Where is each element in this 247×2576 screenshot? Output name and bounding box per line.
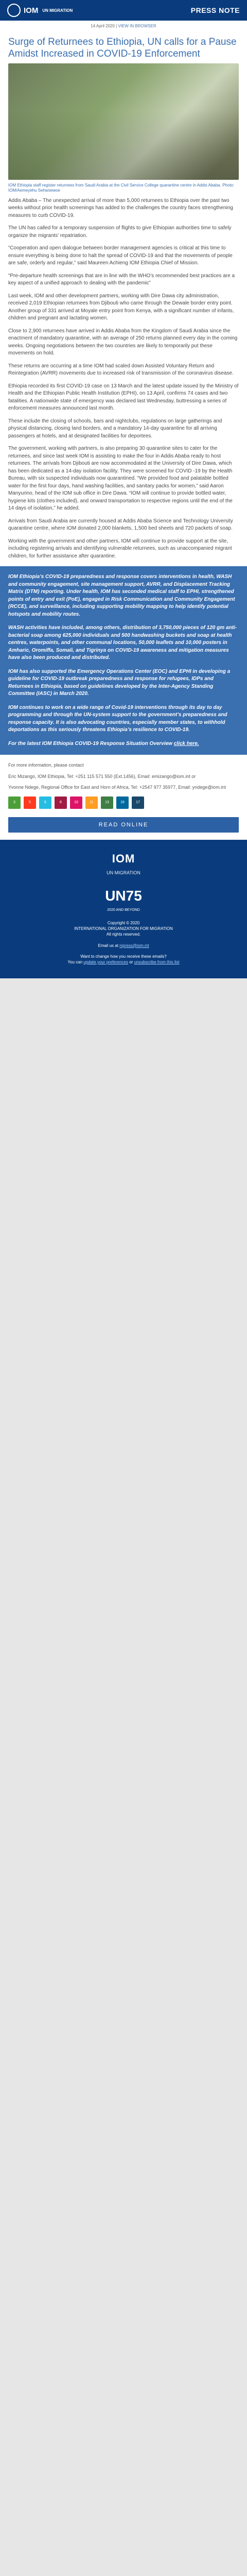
sdg-17-icon: 17 [132, 796, 144, 809]
paragraph: Arrivals from Saudi Arabia are currently housed at Addis Ababa Science and Technology University quarantine centre, where IOM donated 2,000 blankets, 1,500 bed sheets and 720 packets of soap. [8, 518, 233, 532]
article-title: Surge of Returnees to Ethiopia, UN calls for a Pause Amidst Increased in COVID-19 Enforcement [8, 37, 237, 59]
sdg-5-icon: 5 [24, 796, 36, 809]
iom-logo [7, 4, 73, 17]
email-container [0, 21, 247, 840]
contact-intro: For more information, please contact [8, 762, 84, 768]
logo-text: IOM [24, 6, 39, 15]
paragraph: Addis Ababa – The unexpected arrival of more than 5,000 returnees to Ethiopia over the past two weeks without prior health screenings has added to the challenges the country faces strengthening measures to curb COVID-19. [8, 197, 233, 218]
logo-subtext: UN MIGRATION [42, 8, 73, 13]
article-body [0, 193, 247, 561]
header-bar [0, 0, 247, 21]
sdg-11-icon: 11 [85, 796, 98, 809]
un75-sub: 2020 AND BEYOND [107, 908, 140, 912]
preferences-line [8, 959, 239, 965]
footer-brand-sub: UN MIGRATION [107, 870, 140, 876]
topline: 14 April 2020 | VIEW IN BROWSER [91, 24, 156, 28]
hero-photo [8, 63, 239, 180]
footer-iom-logo [8, 851, 239, 876]
update-preferences-link[interactable]: update your preferences [83, 959, 128, 964]
un75-logo [8, 886, 239, 906]
un75-text: UN75 [105, 887, 142, 904]
read-online-wrap [0, 809, 247, 840]
paragraph: Working with the government and other partners, IOM will continue to provide support at the site, including registering arrivals and identifying vulnerable returnees, such as unaccompanied migrant children, for further assistance after quarantine. [8, 538, 232, 559]
sdg-3-icon: 3 [8, 796, 21, 809]
sdg-icons [0, 791, 247, 809]
org-name: INTERNATIONAL ORGANIZATION FOR MIGRATION [74, 926, 173, 931]
contact-1: Eric Mizango, IOM Ethiopia, Tel: +251 115 571 550 (Ext.1456), Email: emizango@iom.int or [8, 773, 196, 779]
sdg-8-icon: 8 [55, 796, 67, 809]
highlight-paragraph: IOM has also supported the Emergency Operations Center (EOC) and EPHI in developing a guideline for COVID-19 outbreak preparedness and response for refugees, IDPs and Returnees in Ethiopia, based on guidelines developed by the Inter-Agency Standing Committee (IASC) in March 2020. [8, 668, 231, 697]
highlight-paragraph: WASH activities have included, among others, distribution of 3,750,000 pieces of 120 gm anti-bacterial soap among 625,000 individuals and 500 handwashing buckets and soap at health centres, waterpoints, and other communal locations, 50,000 leaflets and 10,000 posters in Amharic, Oromiffa, Somali, and Tigrinya on COVID-19 awareness and mitigation measures have also been produced and distributed. [8, 625, 237, 661]
read-online-button[interactable]: READ ONLINE [8, 817, 239, 833]
paragraph: “Pre-departure health screenings that are in line with the WHO’s recommended best practices are a key aspect of a unified approach to dealing with the pandemic” [8, 273, 235, 286]
sdg-6-icon: 6 [39, 796, 51, 809]
highlight-paragraph: IOM Ethiopia’s COVID-19 preparedness and response covers interventions in health, WASH and community engagement, site management support, AVRR, and Displacement Tracking Matrix (DTM) reporting. Under health, IOM has seconded medical staff to EPHI, strengthened points of entry and exit (PoE), engaged in Risk Communication and Community Engagement (RCCE), and surveillance, including supporting mobility mapping to help identify potential hotspots and mobility routes. [8, 574, 235, 617]
paragraph: Ethiopia recorded its first COVID-19 case on 13 March and the latest update issued by the Ministry of Health and the Ethiopian Public Health Institution (EPHI), on 13 April, confirms 74 cases and two fatalities. A nationwide state of emergency was declared last Wednesday, buttressing a series of enforcement measures announced last month. [8, 383, 239, 412]
rights: All rights reserved. [106, 932, 141, 937]
situation-prefix: For the latest IOM Ethiopia COVID-19 Response Situation Overview [8, 740, 174, 747]
bottom-spacer [0, 978, 247, 999]
view-in-browser-link[interactable]: VIEW IN BROWSER [118, 24, 156, 28]
situation-overview [8, 740, 239, 748]
email-prefix: Email us at [98, 943, 120, 948]
footer-brand: IOM [112, 852, 135, 865]
sdg-13-icon: 13 [101, 796, 113, 809]
photo-caption: IOM Ethiopia staff register returnees from Saudi Arabia at the Civil Service College quarantine centre in Addis Ababa. Photo: IOM/Aemeyehu Sehwsewoe [8, 182, 235, 193]
paragraph: Last week, IOM and other development partners, working with Dire Dawa city administration, received 2,019 Ethiopian returnees from Djibouti who came through the Dewale border entry point. Another group of 331 arrived at Moyale entry point from Kenya, with a significant number of infants, children and pregnant and lactating women. [8, 293, 234, 321]
globe-icon [7, 4, 21, 17]
situation-link[interactable]: click here. [173, 740, 199, 747]
contact-2: Yvonne Ndege, Regional Office for East and Horn of Africa, Tel: +2547 977 35977, Email: yndege@iom.int [8, 785, 226, 790]
or-text: or [129, 959, 134, 964]
paragraph: The government, working with partners, is also preparing 30 quarantine sites to cater for the returnees, and since last week IOM is assisting to make the four in Addis Ababa ready to host returnees. The arrivals from Djibouti are now accommodated at the University of Dire Dawa, which has been dedicated as a 14-day isolation facility. They were screened for COVID -19 by the Health Bureau, with six suspected individuals now quarantined. “We provided food and palatable bottled water for the first four days, hand washing facilities, and sanitary packs for women,” said Aaron Manyurino, head of the IOM sub office in Dire Dawa. “IOM will continue to provide bottled water, hygiene kits (clothes included), and onward transportation to respective regions until the end of the 14 days of isolation,” he added. [8, 446, 233, 512]
paragraph: These returns are occurring at a time IOM had scaled down Assisted Voluntary Return and Reintegration (AVRR) movements due to increased risk of transmission of the coronavirus disease. [8, 363, 234, 377]
paragraph: “Cooperation and open dialogue between border management agencies is critical at this time to ensure everything is being done to halt the spread of COVID-19 and that the movements of people are safe, orderly and regular,” said Maureen Achieng IOM Ethiopia Chief of Mission. [8, 245, 233, 266]
update-prefix: You can [67, 959, 84, 964]
paragraph: Close to 2,900 returnees have arrived in Addis Ababa from the Kingdom of Saudi Arabia since the enactment of mandatory quarantine, with an average of 250 returns planned every day in the coming weeks. Ongoing negotiations between the two countries are likely to temporarily put these movements on hold. [8, 328, 238, 357]
contact-section [0, 755, 247, 791]
paragraph: These include the closing of schools, bars and nightclubs, regulations on large gatherings and physical distancing, closing land borders, and a mandatory 14-day quarantine for all arriving passengers at hotels, and at designated facilities for deportees. [8, 418, 222, 439]
unsubscribe-link[interactable]: unsubscribe from this list [134, 959, 180, 964]
sdg-10-icon: 10 [70, 796, 82, 809]
footer [0, 840, 247, 979]
sdg-16-icon: 16 [116, 796, 129, 809]
highlight-box [0, 566, 247, 755]
copyright: Copyright © 2020 [107, 920, 140, 925]
press-note-label: PRESS NOTE [190, 6, 240, 14]
highlight-paragraph: IOM continues to work on a wide range of Covid-19 interventions through its day to day programming and through the UN-system support to the government’s preparedness and response capacity. It is also advocating countries, especially member states, to withhold deportations as this seriously threatens Ethiopia’s resilience to COVID-19. [8, 704, 227, 733]
release-date: 14 April 2020 [91, 24, 115, 28]
photo-shade [8, 63, 239, 180]
email-link[interactable]: nipress@iom.int [119, 943, 149, 948]
change-question: Want to change how you receive these emails? [80, 954, 167, 959]
paragraph: The UN has called for a temporary suspension of flights to give Ethiopian authorities time to safely organize the migrants' repatriation. [8, 225, 232, 239]
email-line [8, 943, 239, 948]
